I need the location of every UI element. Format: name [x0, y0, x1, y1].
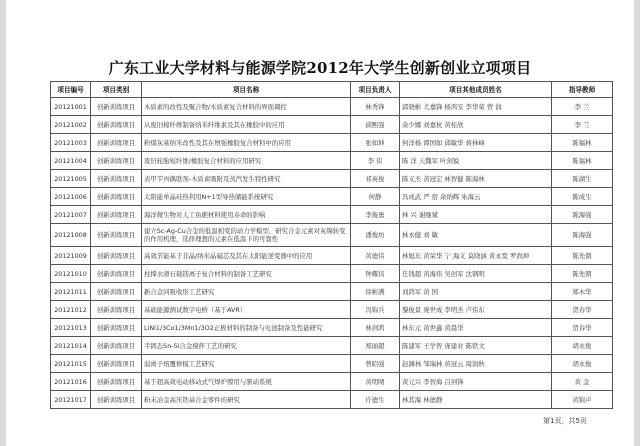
row-advisor-cell: 陈先朝: [552, 247, 613, 265]
row-advisor-cell: 黄锦声: [552, 391, 613, 409]
row-members-cell: 黄元兴 李智海 吕剑锋: [400, 373, 552, 391]
row-members-cell: 林永健 刘 敏: [400, 224, 552, 247]
table-row: [51, 206, 613, 224]
row-leader-cell: 祁英俊: [351, 170, 400, 188]
row-name-cell: 建立Sc-Ag-Cu合金的低温相变的动力学模型，研究合金元素对灰锡转变的作用机理，选择理想的元素在低温下的可靠性: [142, 224, 351, 247]
row-id-cell: 20121001: [51, 98, 91, 116]
row-id-cell: 20121017: [51, 391, 91, 409]
table-row: [51, 265, 613, 283]
table-row: [51, 116, 613, 134]
row-id-cell: 20121008: [51, 224, 91, 247]
row-leader-cell: 黄德伟: [351, 247, 400, 265]
row-name-cell: 基础能源测试数字电桥（基于AVR）: [142, 301, 351, 319]
row-id-cell: 20121016: [51, 373, 91, 391]
row-category-cell: 创新训练项目: [91, 170, 142, 188]
row-leader-cell: 钟耀伟: [351, 265, 400, 283]
row-members-cell: 林其海 林德静: [400, 391, 552, 409]
table-row: [51, 391, 613, 409]
header-advisor: 指导教师: [552, 82, 613, 98]
row-advisor-cell: 贺春华: [552, 301, 613, 319]
table-row: [51, 301, 613, 319]
row-name-cell: 弱离子熔覆修模工艺研究: [142, 355, 351, 373]
row-leader-cell: 邱熙强: [351, 116, 400, 134]
row-name-cell: 粉煤灰基纳米改性及其在增强橡胶复合材料中的应用: [142, 134, 351, 152]
row-members-cell: 余少娜 刘嘉杭 黄桂欣: [400, 116, 552, 134]
row-category-cell: 创新训练项目: [91, 116, 142, 134]
row-members-cell: 陈 洋 天魏军 叶剑锐: [400, 152, 552, 170]
table-row: [51, 98, 613, 116]
row-leader-cell: 冯锦兵: [351, 301, 400, 319]
table-row: [51, 134, 613, 152]
row-leader-cell: 张如坤: [351, 134, 400, 152]
table-row: [51, 319, 613, 337]
row-name-cell: 基于超高效电动移动式气焊炉膛用与驱动系统: [142, 373, 351, 391]
row-category-cell: 创新训练项目: [91, 188, 142, 206]
row-advisor-cell: 陈福林: [552, 134, 613, 152]
row-category-cell: 创新训练项目: [91, 224, 142, 247]
row-name-cell: 新合金同吸收形工艺研究: [142, 283, 351, 301]
row-category-cell: 创新训练项目: [91, 283, 142, 301]
table-row: [51, 337, 613, 355]
row-members-cell: 陈义杰 黄冠宏 林智健 陈海林: [400, 170, 552, 188]
row-advisor-cell: 陈海强: [552, 206, 613, 224]
row-advisor-cell: 李 兰: [552, 98, 613, 116]
table-header-row: [51, 82, 613, 98]
table-row: [51, 224, 613, 247]
row-advisor-cell: 陈成生: [552, 188, 613, 206]
row-id-cell: 20121007: [51, 206, 91, 224]
table-row: [51, 152, 613, 170]
row-id-cell: 20121010: [51, 265, 91, 283]
row-leader-cell: 郑丽超: [351, 337, 400, 355]
row-id-cell: 20121013: [51, 319, 91, 337]
row-id-cell: 20121006: [51, 188, 91, 206]
row-advisor-cell: 李 兰: [552, 116, 613, 134]
row-leader-cell: 林秀锋: [351, 98, 400, 116]
row-advisor-cell: 郑木华: [552, 283, 613, 301]
row-name-cell: 海洋微生物对人工鱼礁材料使用寿命的影响: [142, 206, 351, 224]
row-advisor-cell: 贺春华: [552, 319, 613, 337]
row-name-cell: 从废旧棉纤维制备纳米纤维素及其在橡胶中的应用: [142, 116, 351, 134]
row-leader-cell: 何静: [351, 188, 400, 206]
header-project-name: 项目名称: [142, 82, 351, 98]
row-leader-cell: 曾昭强: [351, 355, 400, 373]
table-row: [51, 170, 613, 188]
row-members-cell: 郭晓彬 尤嘉锋 杨鸿安 李华荣 曾 润: [400, 98, 552, 116]
row-category-cell: 创新训练项目: [91, 355, 142, 373]
row-members-cell: 赵渊林 邹瑞林 黄冠云 周润秋: [400, 355, 552, 373]
row-category-cell: 创新训练项目: [91, 152, 142, 170]
row-name-cell: 太阳能单晶硅热利用N+1型导热储能系统研究: [142, 188, 351, 206]
row-members-cell: 林旭东 黄荣华 宁 海义 莫晓涵 黄永宽 罗尚坤: [400, 247, 552, 265]
page-number: 第1页，共5页: [543, 417, 587, 425]
header-project-category: 项目类别: [91, 82, 142, 98]
row-advisor-cell: 黄 金: [552, 373, 613, 391]
row-members-cell: 林 兴 谢继斌: [400, 206, 552, 224]
row-name-cell: 木质素的改性及聚合物/木质素复合材料的界面调控: [142, 98, 351, 116]
header-project-id: 项目编号: [51, 82, 91, 98]
row-members-cell: 任钱超 黄海伟 吴创军 沈钢明: [400, 265, 552, 283]
row-category-cell: 创新训练项目: [91, 373, 142, 391]
row-leader-cell: 李俊勇: [351, 206, 400, 224]
row-name-cell: 表甲苄丙偶联剂-木质素吸附及蒸汽发生特性研究: [142, 170, 351, 188]
row-id-cell: 20121015: [51, 355, 91, 373]
header-project-leader: 项目负责人: [351, 82, 400, 98]
row-id-cell: 20121012: [51, 301, 91, 319]
row-id-cell: 20121011: [51, 283, 91, 301]
row-category-cell: 创新训练项目: [91, 337, 142, 355]
row-leader-cell: 许德生: [351, 391, 400, 409]
row-id-cell: 20121005: [51, 170, 91, 188]
row-advisor-cell: 陈福林: [552, 152, 613, 170]
row-advisor-cell: 胡永俊: [552, 355, 613, 373]
table-row: [51, 247, 613, 265]
row-members-cell: 何洋杨 谭国如 邱敏华 蒋林峰: [400, 134, 552, 152]
row-leader-cell: 林剑鸿: [351, 319, 400, 337]
row-name-cell: 粉末冶金高压铁基合金零件的研究: [142, 391, 351, 409]
row-category-cell: 创新训练项目: [91, 391, 142, 409]
row-category-cell: 创新训练项目: [91, 134, 142, 152]
row-advisor-cell: 陈先朝: [552, 265, 613, 283]
row-members-cell: 黎俊景 庞世成 李明杰 卢伟东: [400, 301, 552, 319]
row-advisor-cell: 陈湖生: [552, 170, 613, 188]
row-members-cell: 刘鸿军 黄 国: [400, 283, 552, 301]
table-row: [51, 373, 613, 391]
row-advisor-cell: 陈海强: [552, 224, 613, 247]
row-name-cell: 柱撑水滑石载镁离子复合材料的制备工艺研究: [142, 265, 351, 283]
row-category-cell: 创新训练项目: [91, 206, 142, 224]
row-leader-cell: 李 伟: [351, 152, 400, 170]
row-name-cell: 高效节能基于非晶/纳米晶磁芯及其在太阳能逆变器中的应用: [142, 247, 351, 265]
row-members-cell: 陈建军 王学智 庞建业 陈铁文: [400, 337, 552, 355]
table-body: [51, 98, 613, 409]
table-row: [51, 355, 613, 373]
row-id-cell: 20121002: [51, 116, 91, 134]
project-table: [50, 81, 613, 409]
header-project-members: 项目其他成员姓名: [400, 82, 552, 98]
row-id-cell: 20121004: [51, 152, 91, 170]
row-category-cell: 创新训练项目: [91, 98, 142, 116]
row-category-cell: 创新训练项目: [91, 301, 142, 319]
row-name-cell: 半固态Sn-5i合金搅拌工艺的研究: [142, 337, 351, 355]
row-category-cell: 创新训练项目: [91, 247, 142, 265]
row-leader-cell: 潘俊坊: [351, 224, 400, 247]
row-members-cell: 冯成武 严 宿 余纳辉 朱海云: [400, 188, 552, 206]
row-leader-cell: 黄明晴: [351, 373, 400, 391]
row-id-cell: 20121009: [51, 247, 91, 265]
row-leader-cell: 徐彬满: [351, 283, 400, 301]
table-row: [51, 188, 613, 206]
row-category-cell: 创新训练项目: [91, 265, 142, 283]
row-id-cell: 20121014: [51, 337, 91, 355]
row-members-cell: 林东元 黄世鑫 黄晨华: [400, 319, 552, 337]
row-id-cell: 20121003: [51, 134, 91, 152]
table-row: [51, 283, 613, 301]
row-name-cell: LiNi1/3Co1/3Mn1/3O2正极材料的制备与电池制备及性能研究: [142, 319, 351, 337]
row-advisor-cell: 胡永俊: [552, 337, 613, 355]
row-category-cell: 创新训练项目: [91, 319, 142, 337]
row-name-cell: 废旧轮胎短纤维/橡胶复合材料的应用研究: [142, 152, 351, 170]
document-title: 广东工业大学材料与能源学院2012年大学生创新创业立项项目: [108, 59, 532, 77]
